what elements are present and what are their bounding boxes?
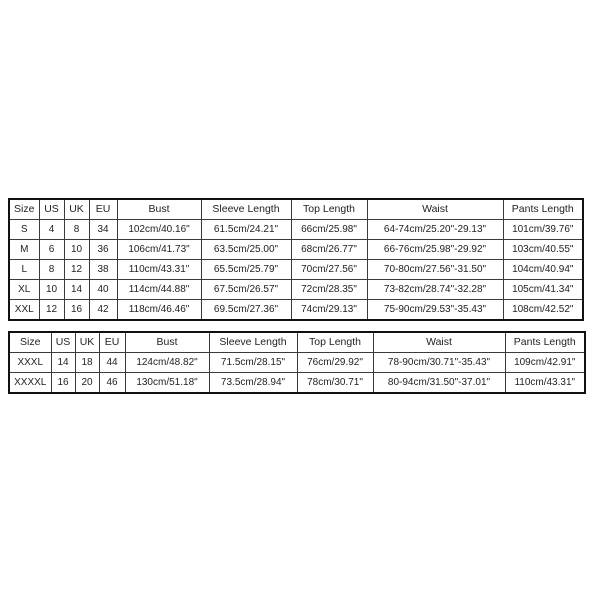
column-header-us: US: [51, 332, 75, 353]
column-header-waist: Waist: [373, 332, 505, 353]
cell-size: S: [9, 220, 39, 240]
cell-bust: 124cm/48.82": [125, 353, 209, 373]
cell-us: 6: [39, 240, 64, 260]
cell-pants-length: 105cm/41.34": [503, 280, 583, 300]
cell-size: XL: [9, 280, 39, 300]
cell-size: XXL: [9, 300, 39, 321]
table-header-row: [9, 332, 585, 353]
cell-top-length: 76cm/29.92": [297, 353, 373, 373]
column-header-pants-length: Pants Length: [503, 199, 583, 220]
table-header-row: [9, 199, 583, 220]
cell-eu: 44: [99, 353, 125, 373]
column-header-pants-length: Pants Length: [505, 332, 585, 353]
cell-sleeve-length: 65.5cm/25.79": [201, 260, 291, 280]
cell-sleeve-length: 71.5cm/28.15": [209, 353, 297, 373]
cell-us: 4: [39, 220, 64, 240]
table-row: [9, 240, 583, 260]
cell-top-length: 70cm/27.56": [291, 260, 367, 280]
cell-bust: 106cm/41.73": [117, 240, 201, 260]
cell-waist: 78-90cm/30.71"-35.43": [373, 353, 505, 373]
cell-pants-length: 104cm/40.94": [503, 260, 583, 280]
column-header-uk: UK: [75, 332, 99, 353]
cell-sleeve-length: 63.5cm/25.00": [201, 240, 291, 260]
cell-uk: 8: [64, 220, 89, 240]
cell-us: 10: [39, 280, 64, 300]
column-header-size: Size: [9, 332, 51, 353]
cell-eu: 34: [89, 220, 117, 240]
cell-uk: 20: [75, 373, 99, 394]
table-row: [9, 280, 583, 300]
column-header-bust: Bust: [125, 332, 209, 353]
cell-size: L: [9, 260, 39, 280]
cell-bust: 130cm/51.18": [125, 373, 209, 394]
column-header-eu: EU: [99, 332, 125, 353]
cell-waist: 64-74cm/25.20"-29.13": [367, 220, 503, 240]
cell-uk: 18: [75, 353, 99, 373]
cell-top-length: 72cm/28.35": [291, 280, 367, 300]
cell-size: XXXXL: [9, 373, 51, 394]
cell-uk: 14: [64, 280, 89, 300]
cell-bust: 114cm/44.88": [117, 280, 201, 300]
cell-eu: 38: [89, 260, 117, 280]
cell-sleeve-length: 69.5cm/27.36": [201, 300, 291, 321]
cell-top-length: 66cm/25.98": [291, 220, 367, 240]
cell-eu: 40: [89, 280, 117, 300]
cell-uk: 12: [64, 260, 89, 280]
cell-top-length: 68cm/26.77": [291, 240, 367, 260]
cell-bust: 102cm/40.16": [117, 220, 201, 240]
cell-waist: 75-90cm/29.53"-35.43": [367, 300, 503, 321]
cell-waist: 80-94cm/31.50"-37.01": [373, 373, 505, 394]
cell-eu: 46: [99, 373, 125, 394]
table-row: [9, 353, 585, 373]
cell-pants-length: 108cm/42.52": [503, 300, 583, 321]
table-row: [9, 300, 583, 321]
cell-us: 14: [51, 353, 75, 373]
table-row: [9, 373, 585, 394]
column-header-sleeve-length: Sleeve Length: [209, 332, 297, 353]
size-chart-table-1: [8, 198, 584, 321]
column-header-waist: Waist: [367, 199, 503, 220]
cell-pants-length: 101cm/39.76": [503, 220, 583, 240]
size-chart-table-2: [8, 331, 586, 394]
cell-bust: 118cm/46.46": [117, 300, 201, 321]
cell-pants-length: 103cm/40.55": [503, 240, 583, 260]
cell-size: M: [9, 240, 39, 260]
cell-eu: 42: [89, 300, 117, 321]
cell-us: 12: [39, 300, 64, 321]
column-header-sleeve-length: Sleeve Length: [201, 199, 291, 220]
column-header-top-length: Top Length: [297, 332, 373, 353]
cell-waist: 70-80cm/27.56"-31.50": [367, 260, 503, 280]
column-header-uk: UK: [64, 199, 89, 220]
column-header-eu: EU: [89, 199, 117, 220]
cell-waist: 66-76cm/25.98"-29.92": [367, 240, 503, 260]
cell-uk: 10: [64, 240, 89, 260]
cell-top-length: 74cm/29.13": [291, 300, 367, 321]
table-row: [9, 260, 583, 280]
column-header-top-length: Top Length: [291, 199, 367, 220]
cell-waist: 73-82cm/28.74"-32.28": [367, 280, 503, 300]
column-header-bust: Bust: [117, 199, 201, 220]
cell-pants-length: 109cm/42.91": [505, 353, 585, 373]
cell-size: XXXL: [9, 353, 51, 373]
table-row: [9, 220, 583, 240]
cell-sleeve-length: 73.5cm/28.94": [209, 373, 297, 394]
cell-uk: 16: [64, 300, 89, 321]
column-header-us: US: [39, 199, 64, 220]
cell-us: 16: [51, 373, 75, 394]
cell-sleeve-length: 61.5cm/24.21": [201, 220, 291, 240]
cell-sleeve-length: 67.5cm/26.57": [201, 280, 291, 300]
column-header-size: Size: [9, 199, 39, 220]
cell-pants-length: 110cm/43.31": [505, 373, 585, 394]
cell-eu: 36: [89, 240, 117, 260]
cell-bust: 110cm/43.31": [117, 260, 201, 280]
cell-us: 8: [39, 260, 64, 280]
cell-top-length: 78cm/30.71": [297, 373, 373, 394]
